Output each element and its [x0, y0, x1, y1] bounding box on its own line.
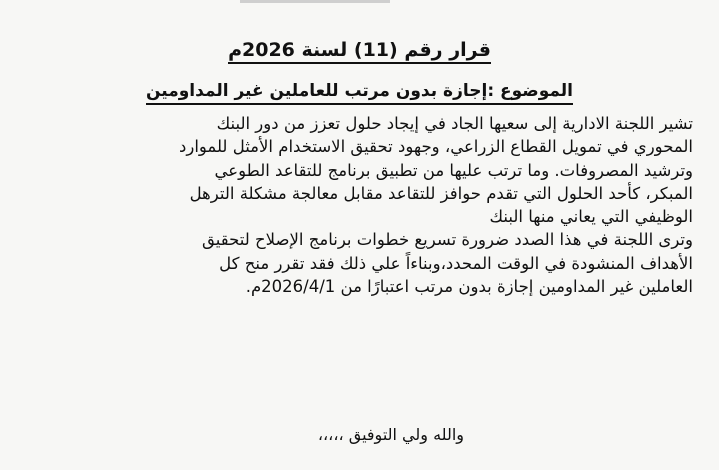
closing-phrase: والله ولي التوفيق ،،،،،: [317, 425, 464, 444]
decision-body: [26, 112, 693, 298]
body-line-8: العاملين غير المداومين إجازة بدون مرتب اعتبارًا من 2026/4/1م.: [245, 277, 693, 297]
body-line-6: وترى اللجنة في هذا الصدد ضرورة تسريع خطوات برنامج الإصلاح لتحقيق: [201, 230, 693, 250]
subject-line: [0, 80, 719, 102]
body-line-4: المبكر، كأحد الحلول التي تقدم حوافز للتقاعد مقابل معالجة مشكلة الترهل: [189, 183, 693, 203]
page-top-rule: [240, 0, 390, 3]
subject-text: الموضوع :إجازة بدون مرتب للعاملين غير المداومين: [146, 81, 573, 105]
body-line-1: تشير اللجنة الادارية إلى سعيها الجاد في إيجاد حلول تعزز من دور البنك: [216, 114, 693, 133]
body-line-2: المحوري في تمويل القطاع الزراعي، وجهود تحقيق الاستخدام الأمثل للموارد: [179, 137, 693, 157]
body-line-7: الأهداف المنشودة في الوقت المحدد،وبناءاً علي ذلك فقد تقرر منح كل: [219, 253, 693, 273]
decision-title-text: قرار رقم (11) لسنة 2026م: [228, 39, 491, 64]
body-line-5: الوظيفي التي يعاني منها البنك: [489, 207, 693, 227]
decision-title: [0, 38, 719, 62]
body-line-3: وترشيد المصروفات. وما ترتب عليها من تطبيق برنامج للتقاعد الطوعي: [214, 160, 693, 180]
